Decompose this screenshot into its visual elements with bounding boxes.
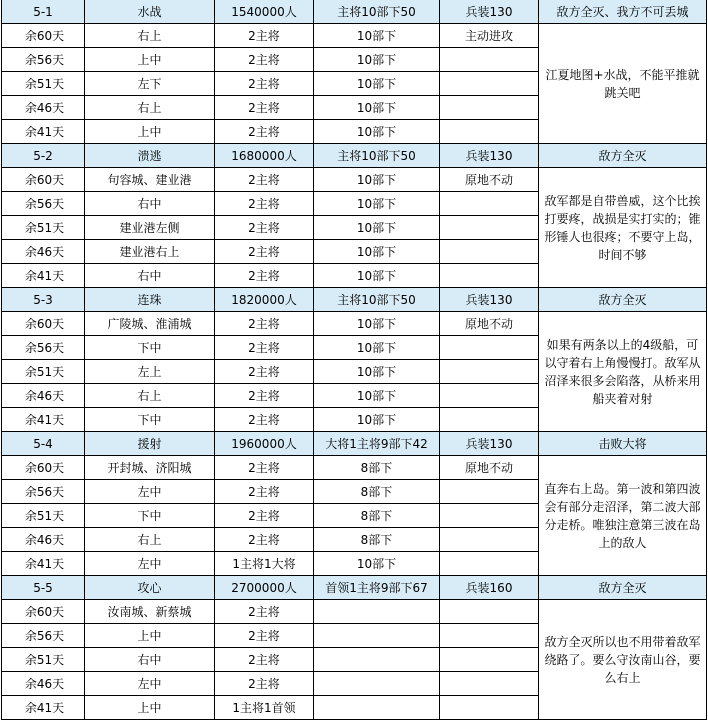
position-cell: 右中: [85, 264, 215, 288]
table-row: [2, 168, 707, 192]
generals-cell: 2主将: [215, 72, 314, 96]
day-cell: 余51天: [2, 648, 85, 672]
stage-id: 5-1: [2, 0, 85, 24]
generals-cell: 2主将: [215, 600, 314, 624]
troop-count: 2700000人: [215, 576, 314, 600]
victory-goal: 敌方全灭: [539, 288, 707, 312]
subordinates-cell: 10部下: [314, 552, 440, 576]
day-cell: 余51天: [2, 72, 85, 96]
section-header: [2, 144, 707, 168]
day-cell: 余41天: [2, 264, 85, 288]
position-cell: 右上: [85, 384, 215, 408]
generals-cell: 2主将: [215, 672, 314, 696]
action-cell: [440, 696, 539, 720]
generals-cell: 2主将: [215, 216, 314, 240]
generals-cell: 2主将: [215, 192, 314, 216]
troop-count: 1960000人: [215, 432, 314, 456]
action-cell: [440, 504, 539, 528]
stage-name: 攻心: [85, 576, 215, 600]
victory-goal: 敌方全灭: [539, 144, 707, 168]
action-cell: [440, 48, 539, 72]
action-cell: 原地不动: [440, 312, 539, 336]
generals-cell: 2主将: [215, 384, 314, 408]
stage-id: 5-2: [2, 144, 85, 168]
strategy-note: 如果有两条以上的4级船，可以守着右上角慢慢打。敌军从沼泽来很多会陷落，从桥来用船夹着对射: [539, 312, 707, 432]
action-cell: [440, 96, 539, 120]
action-cell: [440, 216, 539, 240]
general-count: 主将10部下50: [314, 0, 440, 24]
subordinates-cell: 10部下: [314, 72, 440, 96]
equipment: 兵装130: [440, 144, 539, 168]
section-header: [2, 576, 707, 600]
stage-name: 援射: [85, 432, 215, 456]
action-cell: [440, 240, 539, 264]
day-cell: 余46天: [2, 384, 85, 408]
day-cell: 余60天: [2, 312, 85, 336]
day-cell: 余56天: [2, 480, 85, 504]
generals-cell: 2主将: [215, 336, 314, 360]
position-cell: 建业港右上: [85, 240, 215, 264]
subordinates-cell: 8部下: [314, 480, 440, 504]
action-cell: 原地不动: [440, 168, 539, 192]
position-cell: 上中: [85, 624, 215, 648]
day-cell: 余46天: [2, 528, 85, 552]
table-row: [2, 456, 707, 480]
action-cell: [440, 552, 539, 576]
action-cell: [440, 600, 539, 624]
action-cell: [440, 72, 539, 96]
victory-goal: 敌方全灭、我方不可丢城: [539, 0, 707, 24]
action-cell: [440, 336, 539, 360]
subordinates-cell: [314, 696, 440, 720]
subordinates-cell: [314, 672, 440, 696]
position-cell: 左中: [85, 480, 215, 504]
day-cell: 余56天: [2, 48, 85, 72]
day-cell: 余46天: [2, 240, 85, 264]
general-count: 首领1主将9部下67: [314, 576, 440, 600]
generals-cell: 2主将: [215, 408, 314, 432]
subordinates-cell: 10部下: [314, 264, 440, 288]
day-cell: 余51天: [2, 216, 85, 240]
position-cell: 下中: [85, 408, 215, 432]
action-cell: [440, 648, 539, 672]
stage-name: 连珠: [85, 288, 215, 312]
action-cell: [440, 624, 539, 648]
generals-cell: 2主将: [215, 456, 314, 480]
subordinates-cell: 10部下: [314, 120, 440, 144]
troop-count: 1540000人: [215, 0, 314, 24]
subordinates-cell: 8部下: [314, 456, 440, 480]
subordinates-cell: 10部下: [314, 240, 440, 264]
day-cell: 余41天: [2, 552, 85, 576]
subordinates-cell: 8部下: [314, 528, 440, 552]
generals-cell: 2主将: [215, 48, 314, 72]
table-row: [2, 24, 707, 48]
day-cell: 余51天: [2, 504, 85, 528]
equipment: 兵装160: [440, 576, 539, 600]
generals-cell: 2主将: [215, 480, 314, 504]
position-cell: 右上: [85, 96, 215, 120]
action-cell: 主动进攻: [440, 24, 539, 48]
position-cell: 右上: [85, 528, 215, 552]
subordinates-cell: 10部下: [314, 408, 440, 432]
table-row: [2, 312, 707, 336]
section-header: [2, 0, 707, 24]
subordinates-cell: [314, 600, 440, 624]
position-cell: 句容城、建业港: [85, 168, 215, 192]
general-count: 主将10部下50: [314, 144, 440, 168]
position-cell: 开封城、济阳城: [85, 456, 215, 480]
general-count: 大将1主将9部下42: [314, 432, 440, 456]
subordinates-cell: 10部下: [314, 24, 440, 48]
generals-cell: 2主将: [215, 96, 314, 120]
generals-cell: 2主将: [215, 312, 314, 336]
stage-name: 溃逃: [85, 144, 215, 168]
action-cell: [440, 264, 539, 288]
action-cell: 原地不动: [440, 456, 539, 480]
position-cell: 右上: [85, 24, 215, 48]
generals-cell: 2主将: [215, 240, 314, 264]
action-cell: [440, 384, 539, 408]
subordinates-cell: 10部下: [314, 360, 440, 384]
position-cell: 上中: [85, 120, 215, 144]
generals-cell: 2主将: [215, 360, 314, 384]
generals-cell: 1主将1首领: [215, 696, 314, 720]
position-cell: 上中: [85, 48, 215, 72]
action-cell: [440, 672, 539, 696]
table-row: [2, 600, 707, 624]
position-cell: 左中: [85, 672, 215, 696]
stage-id: 5-4: [2, 432, 85, 456]
subordinates-cell: 10部下: [314, 312, 440, 336]
subordinates-cell: 10部下: [314, 192, 440, 216]
day-cell: 余60天: [2, 456, 85, 480]
position-cell: 下中: [85, 504, 215, 528]
stage-table: [1, 0, 707, 720]
position-cell: 汝南城、新蔡城: [85, 600, 215, 624]
day-cell: 余56天: [2, 336, 85, 360]
subordinates-cell: [314, 624, 440, 648]
action-cell: [440, 408, 539, 432]
action-cell: [440, 528, 539, 552]
generals-cell: 2主将: [215, 528, 314, 552]
strategy-note: 敌军都是自带兽威，这个比挨打要疼，战损是实打实的；锥形锤人也很疼；不要守上岛，时间不够: [539, 168, 707, 288]
generals-cell: 2主将: [215, 504, 314, 528]
position-cell: 左上: [85, 360, 215, 384]
day-cell: 余41天: [2, 120, 85, 144]
day-cell: 余41天: [2, 408, 85, 432]
strategy-note: 敌方全灭所以也不用带着敌军绕路了。要么守汝南山谷，要么右上: [539, 600, 707, 720]
day-cell: 余41天: [2, 696, 85, 720]
subordinates-cell: [314, 648, 440, 672]
victory-goal: 敌方全灭: [539, 576, 707, 600]
position-cell: 下中: [85, 336, 215, 360]
generals-cell: 2主将: [215, 648, 314, 672]
stage-id: 5-3: [2, 288, 85, 312]
position-cell: 右中: [85, 648, 215, 672]
day-cell: 余46天: [2, 672, 85, 696]
section-header: [2, 288, 707, 312]
action-cell: [440, 360, 539, 384]
stage-id: 5-5: [2, 576, 85, 600]
troop-count: 1680000人: [215, 144, 314, 168]
subordinates-cell: 10部下: [314, 216, 440, 240]
subordinates-cell: 10部下: [314, 168, 440, 192]
subordinates-cell: 8部下: [314, 504, 440, 528]
subordinates-cell: 10部下: [314, 336, 440, 360]
position-cell: 广陵城、淮浦城: [85, 312, 215, 336]
generals-cell: 1主将1大将: [215, 552, 314, 576]
victory-goal: 击败大将: [539, 432, 707, 456]
strategy-note: 直奔右上岛。第一波和第四波会有部分走沼泽，第二波大部分走桥。唯独注意第三波在岛上的敌人: [539, 456, 707, 576]
action-cell: [440, 480, 539, 504]
day-cell: 余56天: [2, 192, 85, 216]
day-cell: 余51天: [2, 360, 85, 384]
day-cell: 余60天: [2, 24, 85, 48]
subordinates-cell: 10部下: [314, 48, 440, 72]
troop-count: 1820000人: [215, 288, 314, 312]
action-cell: [440, 120, 539, 144]
position-cell: 左下: [85, 72, 215, 96]
strategy-note: 江夏地图+水战，不能平推就跳关吧: [539, 24, 707, 144]
generals-cell: 2主将: [215, 120, 314, 144]
generals-cell: 2主将: [215, 24, 314, 48]
generals-cell: 2主将: [215, 168, 314, 192]
subordinates-cell: 10部下: [314, 96, 440, 120]
subordinates-cell: 10部下: [314, 384, 440, 408]
general-count: 主将10部下50: [314, 288, 440, 312]
equipment: 兵装130: [440, 432, 539, 456]
position-cell: 建业港左侧: [85, 216, 215, 240]
equipment: 兵装130: [440, 0, 539, 24]
position-cell: 上中: [85, 696, 215, 720]
day-cell: 余46天: [2, 96, 85, 120]
stage-name: 水战: [85, 0, 215, 24]
day-cell: 余56天: [2, 624, 85, 648]
generals-cell: 2主将: [215, 264, 314, 288]
position-cell: 右中: [85, 192, 215, 216]
section-header: [2, 432, 707, 456]
action-cell: [440, 192, 539, 216]
position-cell: 左中: [85, 552, 215, 576]
day-cell: 余60天: [2, 168, 85, 192]
day-cell: 余60天: [2, 600, 85, 624]
equipment: 兵装130: [440, 288, 539, 312]
generals-cell: 2主将: [215, 624, 314, 648]
